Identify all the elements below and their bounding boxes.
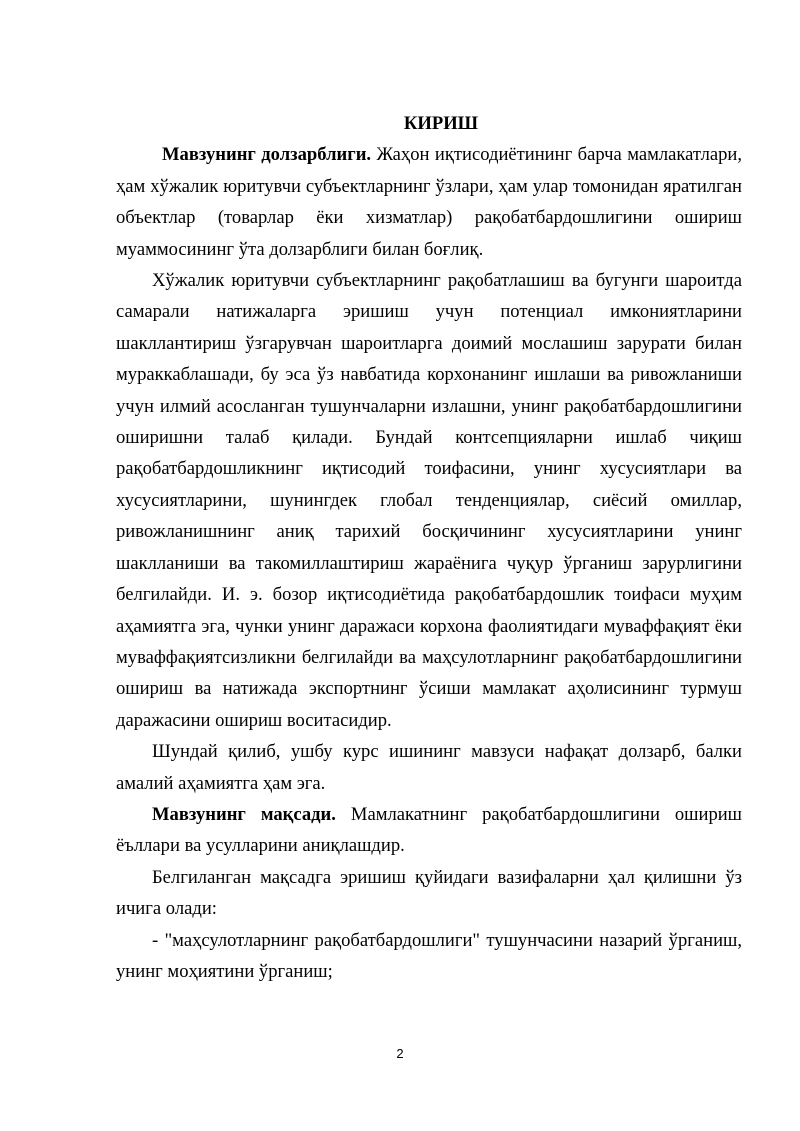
paragraph-body xyxy=(116,265,742,736)
paragraph-tasks-intro xyxy=(116,862,742,925)
paragraph-text: Белгиланган мақсадга эришиш қуйидаги вазифаларни ҳал қилишни ўз ичига олади: xyxy=(116,866,742,920)
paragraph-text: Мамлакатнинг рақобатбардошлигини ошириш ёъллари ва усулларини аниқлашдир. xyxy=(116,803,743,857)
paragraph-text: Жаҳон иқтисодиётининг барча мамлакатлари, ҳам хўжалик юритувчи субъектларнинг ўзлари, ҳам улар томонидан яратилган объектлар (товарлар ёки хизматлар) рақобатбардошлигини ошириш муаммосининг ўта долзарблиги билан боғлиқ. xyxy=(116,144,742,260)
paragraph-conclusion xyxy=(116,736,742,799)
page-body xyxy=(116,108,742,987)
paragraph-lead: Мавзунинг мақсади. xyxy=(152,803,336,825)
paragraph-goal xyxy=(116,799,742,862)
page-number: 2 xyxy=(396,1046,404,1061)
paragraph-relevance xyxy=(116,139,742,265)
page-title: КИРИШ xyxy=(403,113,479,134)
paragraph-text: Шундай қилиб, ушбу курс ишининг мавзуси нафақат долзарб, балки амалий аҳамиятга ҳам эга. xyxy=(116,741,742,794)
paragraph-lead: Мавзунинг долзарблиги. xyxy=(162,144,372,166)
paragraph-text: - "маҳсулотларнинг рақобатбардошлиги" тушунчасини назарий ўрганиш, унинг моҳиятини ўрганиш; xyxy=(116,929,742,982)
paragraph-text: Хўжалик юритувчи субъектларнинг рақобатлашиш ва бугунги шароитда самарали натижаларга эришиш учун потенциал имкониятларини шакллантириш ўзгарувчан шароитларга доимий мослашиш зарурати билан мураккаблашади, бу эса ўз навбатида корхонанинг ишлаши ва ривожланиши учун илмий асосланган тушунчаларни излашни, унинг рақобатбардошлигини оширишни талаб қилади. Бундай контсепцияларни ишлаб чиқиш рақобатбардошликнинг иқтисодий тоифасини, унинг хусусиятлари ва хусусиятларини, шунингдек глобал тенденциялар, сиёсий омиллар, ривожланишнинг аниқ тарихий босқичининг хусусиятларини унинг шаклланиши ва такомиллаштириш жараёнига чуқур ўрганиш зарурлигини белгилайди. И. э. бозор иқтисодиётида рақобатбардошлик тоифаси муҳим аҳамиятга эга, чунки унинг даражаси корхона фаолиятидаги муваффақият ёки муваффақиятсизликни белгилайди ва маҳсулотларнинг рақобатбардошлигини ошириш ва натижада экспортнинг ўсиши мамлакат аҳолисининг турмуш даражасини ошириш воситасидир. xyxy=(116,270,742,731)
paragraph-task-item xyxy=(116,925,742,988)
